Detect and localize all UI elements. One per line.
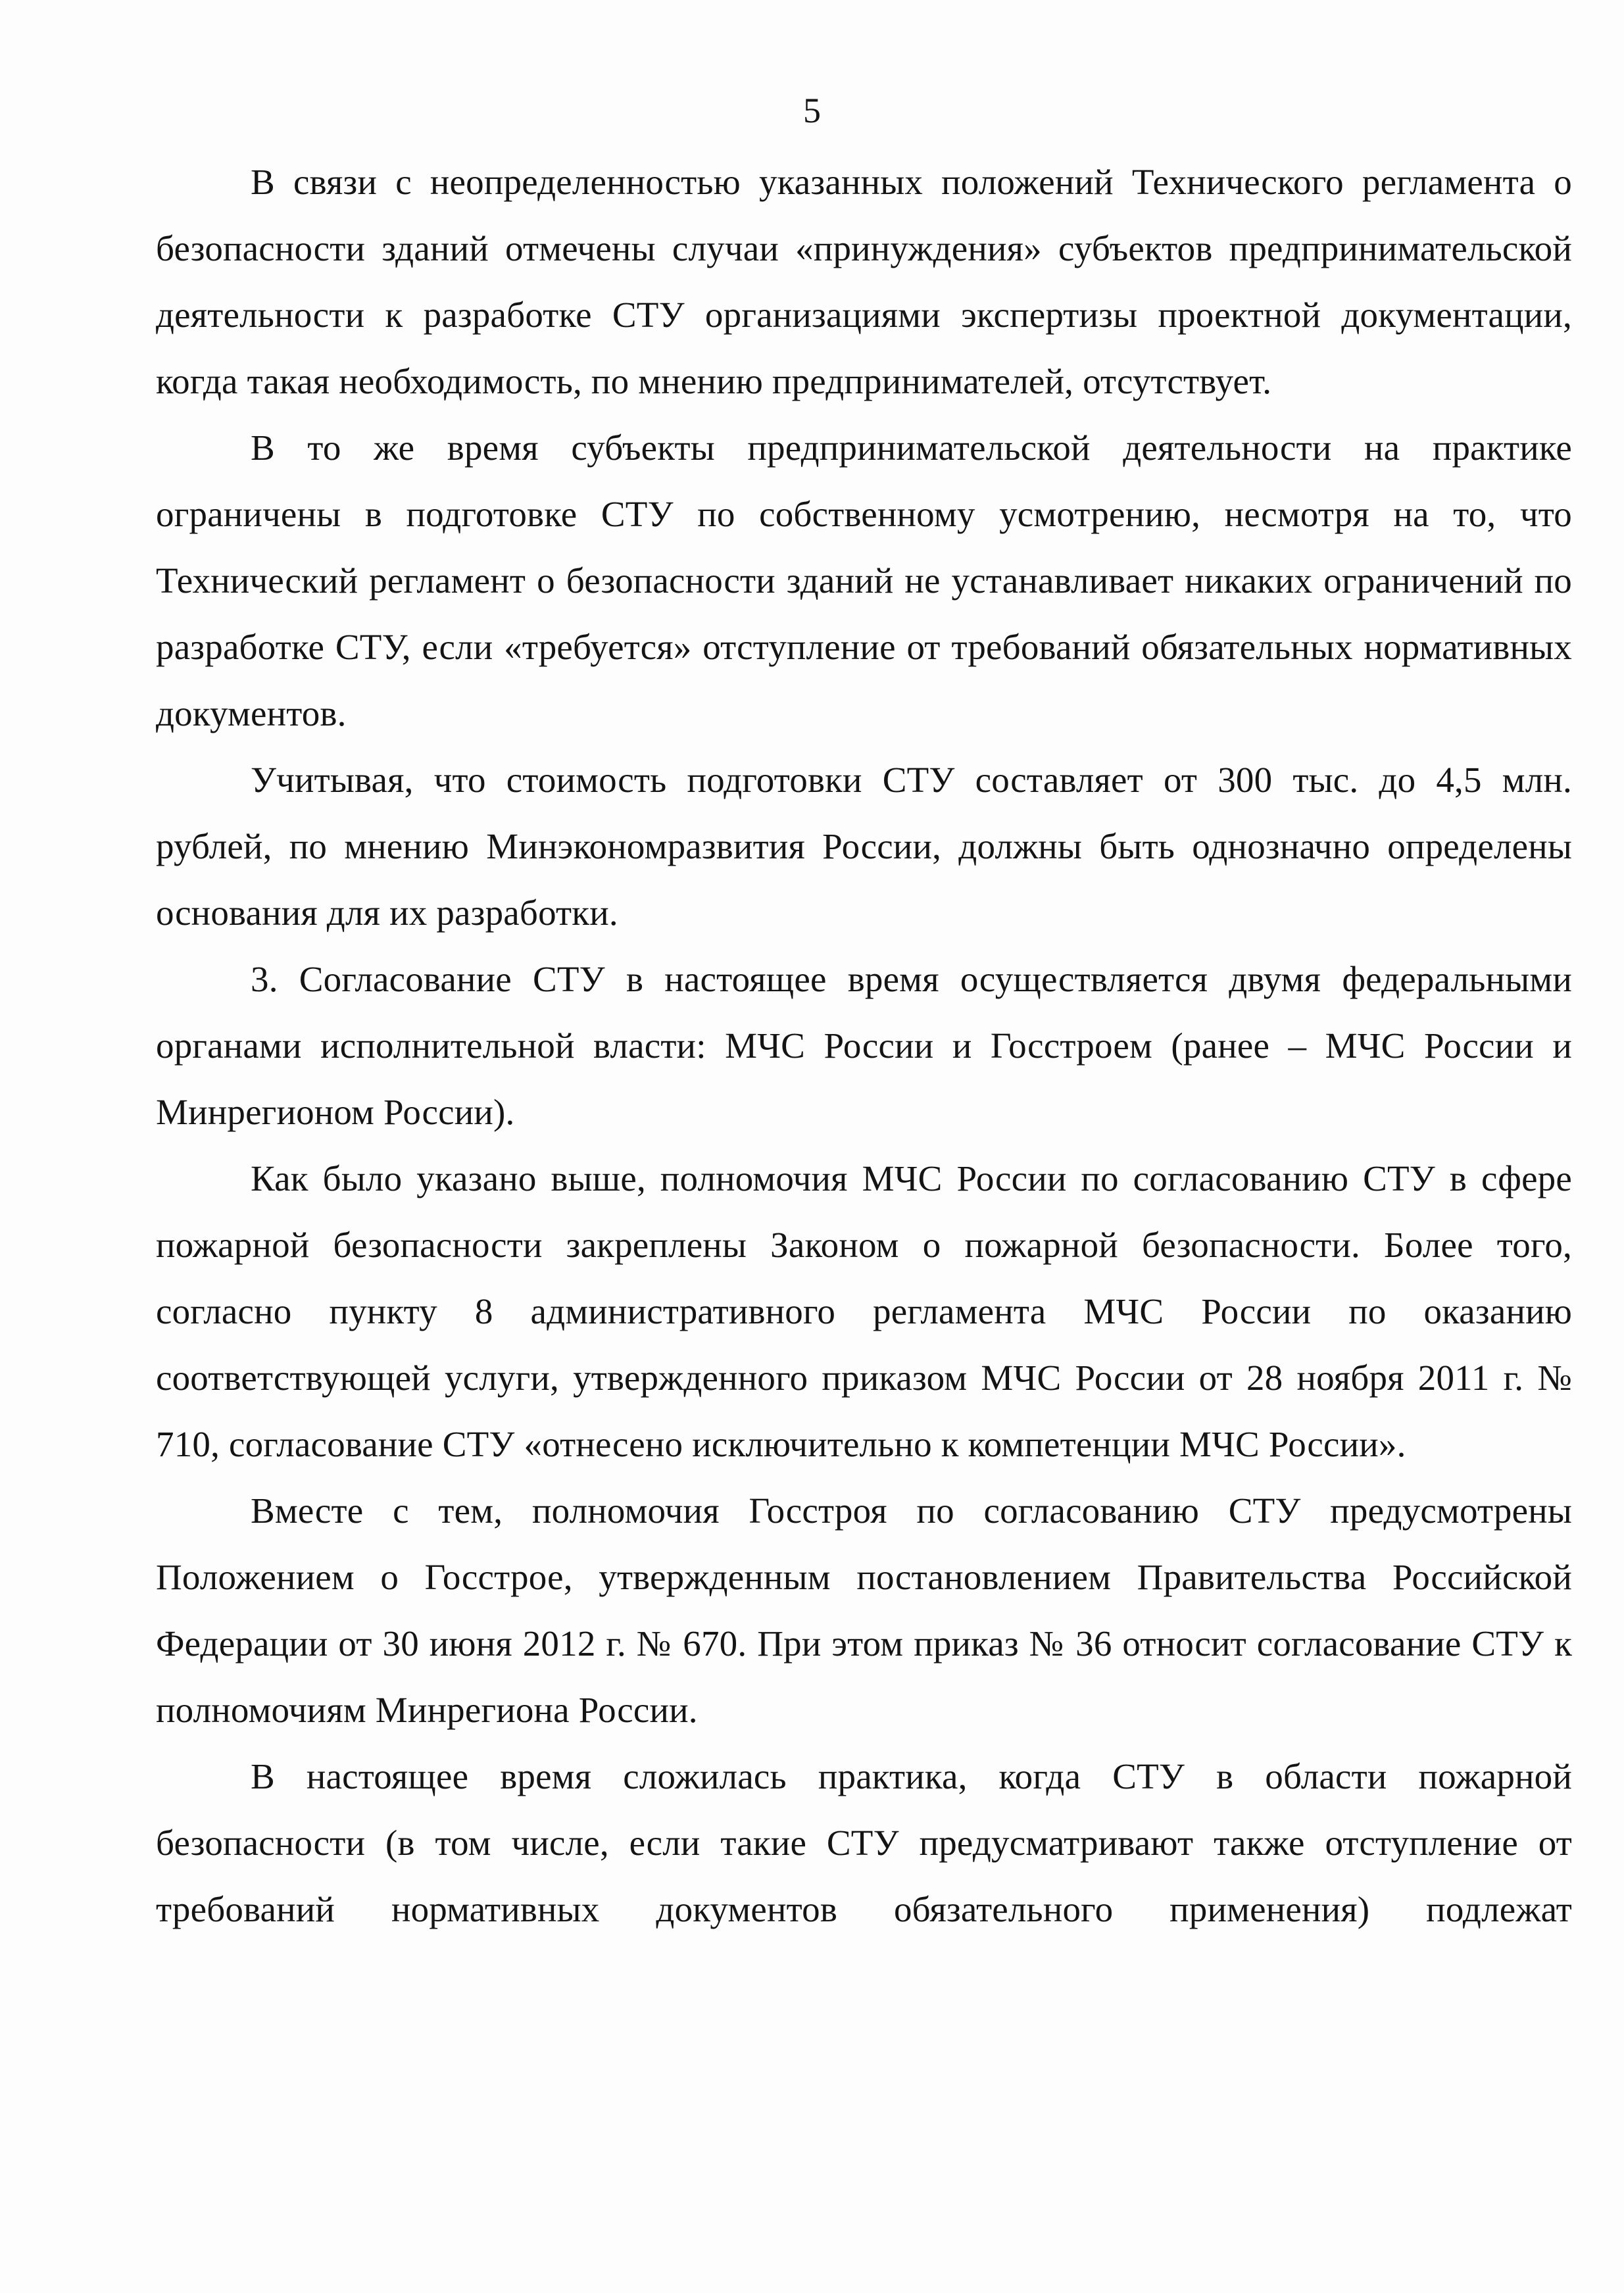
paragraph-approval-bodies: 3. Согласование СТУ в настоящее время осуществляется двумя федеральными органами исполнительной власти: МЧС России и Госстроем (ранее – МЧС России и Минрегионом России). [156,959,1572,1132]
document-body [156,149,1572,1942]
paragraph-current-practice: В настоящее время сложилась практика, когда СТУ в области пожарной безопасности (в том числе, если такие СТУ предусматривают также отступление от требований нормативных документов обязательного применения) подлежат [156,1756,1572,1929]
paragraph-gosstroy-powers: Вместе с тем, полномочия Госстроя по согласованию СТУ предусмотрены Положением о Госстрое, утвержденным постановлением Правительства Российской Федерации от 30 июня 2012 г. № 670. При этом приказ № 36 относит согласование СТУ к полномочиям Минрегиона России. [156,1491,1572,1730]
paragraph-limitations: В то же время субъекты предпринимательской деятельности на практике ограничены в подготовке СТУ по собственному усмотрению, несмотря на то, что Технический регламент о безопасности зданий не устанавливает никаких ограничений по разработке СТУ, если «требуется» отступление от требований обязательных нормативных документов. [156,428,1572,733]
paragraph-mchs-powers: Как было указано выше, полномочия МЧС России по согласованию СТУ в сфере пожарной безопасности закреплены Законом о пожарной безопасности. Более того, согласно пункту 8 административного регламента МЧС России по оказанию соответствующей услуги, утвержденного приказом МЧС России от 28 ноября 2011 г. № 710, согласование СТУ «отнесено исключительно к компетенции МЧС России». [156,1158,1572,1464]
paragraph-uncertainty: В связи с неопределенностью указанных положений Технического регламента о безопасности зданий отмечены случаи «принуждения» субъектов предпринимательской деятельности к разработке СТУ организациями экспертизы проектной документации, когда такая необходимость, по мнению предпринимателей, отсутствует. [156,162,1572,401]
page-number: 5 [803,91,821,130]
paragraph-cost: Учитывая, что стоимость подготовки СТУ составляет от 300 тыс. до 4,5 млн. рублей, по мнению Минэкономразвития России, должны быть однозначно определены основания для их разработки. [156,760,1572,933]
